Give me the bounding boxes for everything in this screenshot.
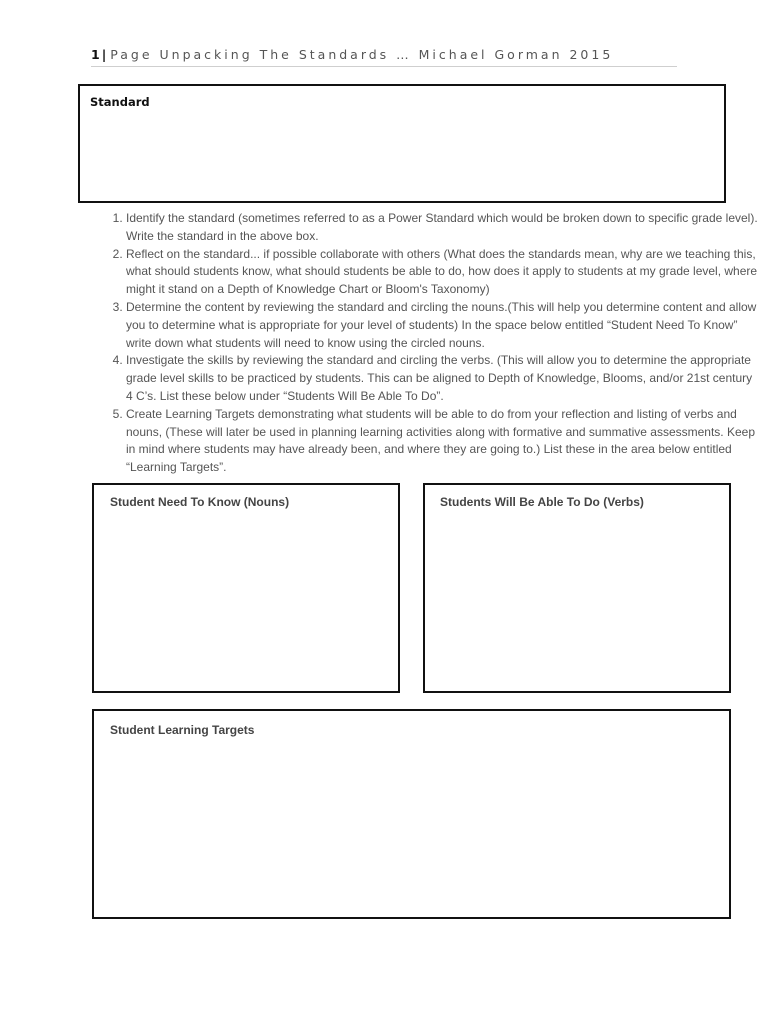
need-to-know-title: Student Need To Know (Nouns) [110,495,290,509]
instructions-list [98,210,758,477]
instruction-item: 5. Create Learning Targets demonstrating what students will be able to do from your reflection and listing of verbs and nouns, (These will later be used in planning learning activities along with formative and summative assessments. Keep in mind where students may have already been, and where they are going to.) List these in the area below entitled “Learning Targets”. [126,406,758,477]
need-to-know-box[interactable] [92,483,400,693]
header-text: Page Unpacking The Standards … Michael Gorman 2015 [110,47,614,62]
learning-targets-box[interactable] [92,709,731,919]
standard-box-title: Standard [90,95,150,109]
instruction-item: 4. Investigate the skills by reviewing the standard and circling the verbs. (This will allow you to determine the appropriate grade level skills to be practiced by students. This can be aligned to Depth of Knowledge, Blooms, and/or 21st century 4 C’s. List these below under “Students Will Be Able To Do”. [126,352,758,405]
learning-targets-title: Student Learning Targets [110,723,255,737]
instruction-item: 1. Identify the standard (sometimes referred to as a Power Standard which would be broken down to specific grade level). Write the standard in the above box. [126,210,758,246]
page-number: 1 [91,47,100,62]
standard-box[interactable] [78,84,726,203]
able-to-do-box[interactable] [423,483,731,693]
header-separator: | [101,47,107,62]
page-header [91,47,677,67]
instruction-item: 3. Determine the content by reviewing the standard and circling the nouns.(This will help you determine content and allow you to determine what is appropriate for your level of students) In the space below entitled “Student Need To Know” write down what students will need to know using the circled nouns. [126,299,758,352]
instruction-item: 2. Reflect on the standard... if possible collaborate with others (What does the standards mean, why are we teaching this, what should students know, what should students be able to do, how does it apply to students at my grade level, where might it stand on a Depth of Knowledge Chart or Bloom's Taxonomy) [126,246,758,299]
able-to-do-title: Students Will Be Able To Do (Verbs) [440,495,644,509]
